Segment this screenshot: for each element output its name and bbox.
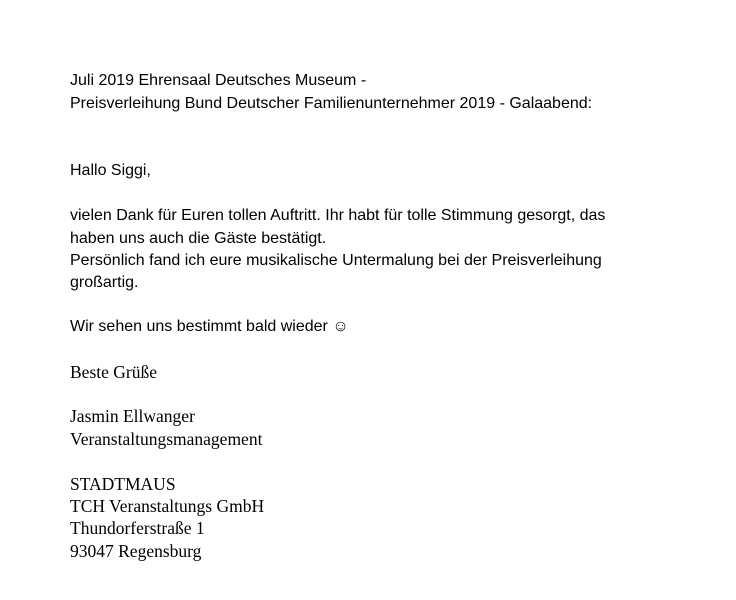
closing-line: Wir sehen uns bestimmt bald wieder ☺ — [70, 318, 349, 335]
body-line-3: Persönlich fand ich eure musikalische Untermalung bei der Preisverleihung — [70, 252, 602, 269]
body-line-2: haben uns auch die Gäste bestätigt. — [70, 230, 327, 247]
header-line-1: Juli 2019 Ehrensaal Deutsches Museum - — [70, 72, 367, 89]
signature-name: Jasmin Ellwanger — [70, 406, 195, 426]
greeting: Hallo Siggi, — [70, 162, 151, 179]
signature-salutation: Beste Grüße — [70, 362, 157, 382]
company-street: Thundorferstraße 1 — [70, 518, 205, 538]
company-city: 93047 Regensburg — [70, 541, 202, 561]
body-line-1: vielen Dank für Euren tollen Auftritt. Ihr habt für tolle Stimmung gesorgt, das — [70, 207, 606, 224]
body-line-4: großartig. — [70, 274, 139, 291]
header-line-2: Preisverleihung Bund Deutscher Familienunternehmer 2019 - Galaabend: — [70, 95, 593, 112]
signature-role: Veranstaltungsmanagement — [70, 429, 263, 449]
company-name: TCH Veranstaltungs GmbH — [70, 496, 265, 516]
company-brand: STADTMAUS — [70, 474, 176, 494]
